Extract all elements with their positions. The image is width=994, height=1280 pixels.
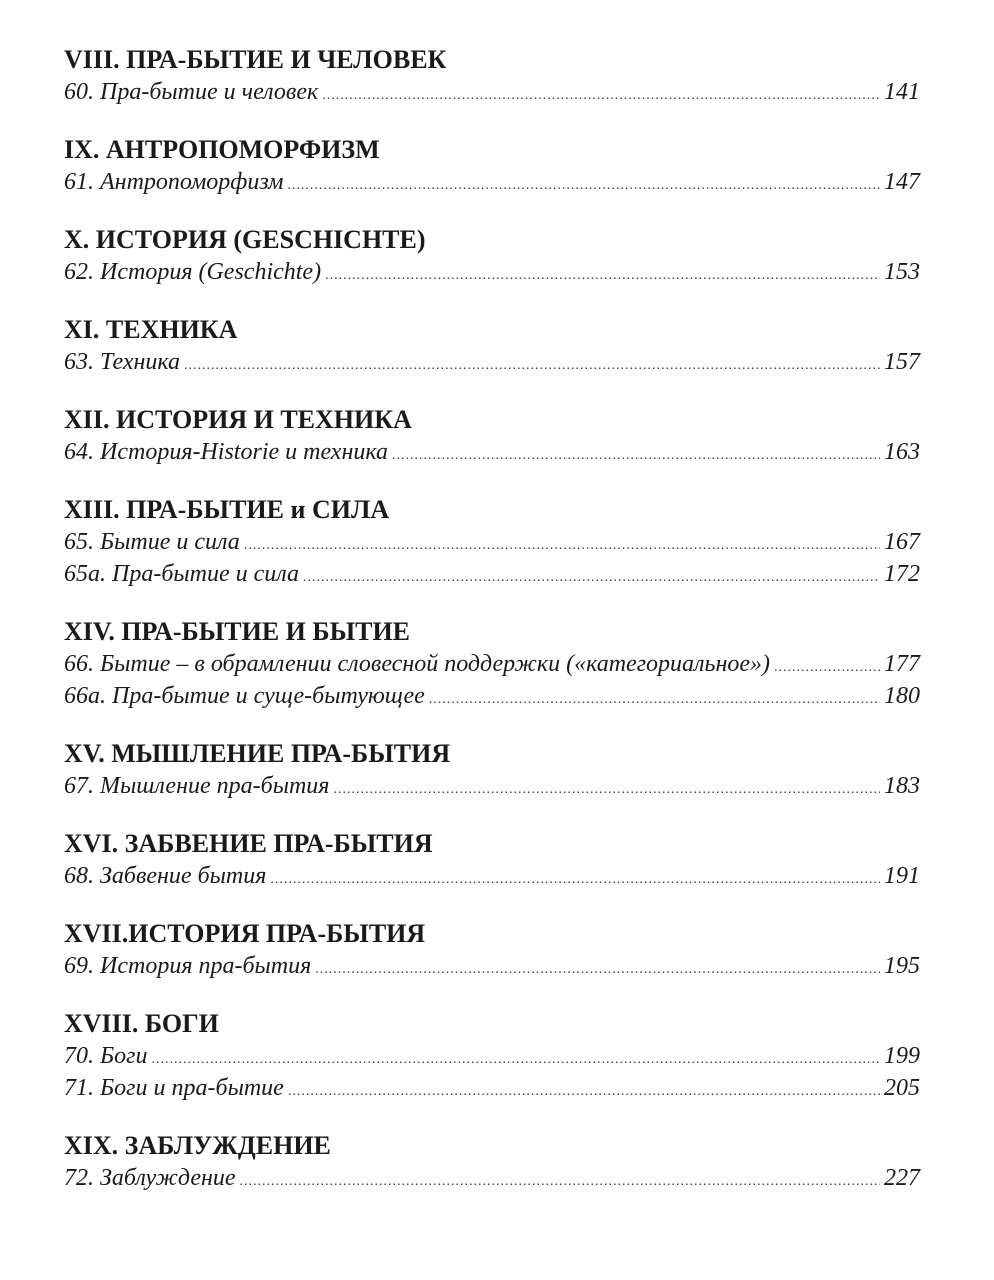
dot-leader (429, 684, 880, 716)
toc-section (64, 224, 920, 288)
section-heading: XIII. ПРА-БЫТИЕ и СИЛА (64, 495, 390, 524)
dot-leader (774, 652, 880, 684)
entry-page-number: 177 (884, 651, 920, 677)
dot-leader (303, 562, 880, 594)
section-heading: IX. АНТРОПОМОРФИЗМ (64, 135, 380, 164)
dot-leader (333, 774, 880, 806)
entry-page-number: 147 (884, 169, 920, 195)
entry-title: 71. Боги и пра-бытие (64, 1075, 284, 1101)
dot-leader (315, 954, 880, 986)
toc-section (64, 1130, 920, 1194)
entry-title: 62. История (Geschichte) (64, 259, 322, 285)
toc-section (64, 134, 920, 198)
dot-leader (322, 80, 880, 112)
toc-entry[interactable] (64, 950, 920, 982)
toc-section (64, 44, 920, 108)
entry-page-number: 180 (884, 683, 920, 709)
section-heading: VIII. ПРА-БЫТИЕ И ЧЕЛОВЕК (64, 45, 447, 74)
section-heading: XVIII. БОГИ (64, 1009, 219, 1038)
entry-page-number: 227 (884, 1165, 920, 1191)
entry-title: 66. Бытие – в обрамлении словесной поддержки («категориальное») (64, 651, 770, 677)
toc-section (64, 494, 920, 590)
entry-page-number: 153 (884, 259, 920, 285)
section-heading: XIX. ЗАБЛУЖДЕНИЕ (64, 1131, 331, 1160)
toc-entry[interactable] (64, 860, 920, 892)
dot-leader (288, 1076, 880, 1108)
toc-entry[interactable] (64, 1072, 920, 1104)
section-heading: XII. ИСТОРИЯ И ТЕХНИКА (64, 405, 412, 434)
entry-page-number: 191 (884, 863, 920, 889)
section-heading: XVII.ИСТОРИЯ ПРА-БЫТИЯ (64, 919, 426, 948)
entry-title: 63. Техника (64, 349, 181, 375)
entry-title: 65а. Пра-бытие и сила (64, 561, 300, 587)
entry-title: 64. История-Historie и техника (64, 439, 388, 465)
toc-entry[interactable] (64, 680, 920, 712)
section-heading: XVI. ЗАБВЕНИЕ ПРА-БЫТИЯ (64, 829, 433, 858)
toc-entry[interactable] (64, 166, 920, 198)
dot-leader (240, 1166, 880, 1198)
entry-title: 66а. Пра-бытие и суще-бытующее (64, 683, 425, 709)
toc-entry[interactable] (64, 1040, 920, 1072)
toc-section (64, 314, 920, 378)
entry-title: 68. Забвение бытия (64, 863, 267, 889)
toc-entry[interactable] (64, 256, 920, 288)
toc-entry[interactable] (64, 1162, 920, 1194)
entry-title: 60. Пра-бытие и человек (64, 79, 319, 105)
entry-title: 61. Антропоморфизм (64, 169, 284, 195)
toc-section (64, 738, 920, 802)
section-heading: XV. МЫШЛЕНИЕ ПРА-БЫТИЯ (64, 739, 451, 768)
entry-page-number: 195 (884, 953, 920, 979)
dot-leader (287, 170, 880, 202)
toc-entry[interactable] (64, 558, 920, 590)
entry-page-number: 183 (884, 773, 920, 799)
entry-page-number: 141 (884, 79, 920, 105)
entry-title: 70. Боги (64, 1043, 148, 1069)
entry-page-number: 163 (884, 439, 920, 465)
section-heading: XI. ТЕХНИКА (64, 315, 238, 344)
toc-section (64, 918, 920, 982)
entry-page-number: 205 (884, 1075, 920, 1101)
entry-title: 69. История пра-бытия (64, 953, 312, 979)
entry-title: 72. Заблуждение (64, 1165, 236, 1191)
entry-page-number: 172 (884, 561, 920, 587)
dot-leader (325, 260, 880, 292)
toc-section (64, 616, 920, 712)
entry-page-number: 167 (884, 529, 920, 555)
toc-section (64, 404, 920, 468)
dot-leader (184, 350, 880, 382)
toc-entry[interactable] (64, 526, 920, 558)
entry-page-number: 199 (884, 1043, 920, 1069)
dot-leader (392, 440, 880, 472)
entry-page-number: 157 (884, 349, 920, 375)
section-heading: X. ИСТОРИЯ (GESCHICHTE) (64, 225, 426, 254)
entry-title: 67. Мышление пра-бытия (64, 773, 330, 799)
table-of-contents (64, 44, 920, 1194)
toc-entry[interactable] (64, 346, 920, 378)
toc-entry[interactable] (64, 770, 920, 802)
dot-leader (270, 864, 880, 896)
toc-entry[interactable] (64, 436, 920, 468)
entry-title: 65. Бытие и сила (64, 529, 240, 555)
toc-section (64, 828, 920, 892)
toc-section (64, 1008, 920, 1104)
section-heading: XIV. ПРА-БЫТИЕ И БЫТИЕ (64, 617, 411, 646)
toc-entry[interactable] (64, 648, 920, 680)
dot-leader (244, 530, 880, 562)
toc-entry[interactable] (64, 76, 920, 108)
